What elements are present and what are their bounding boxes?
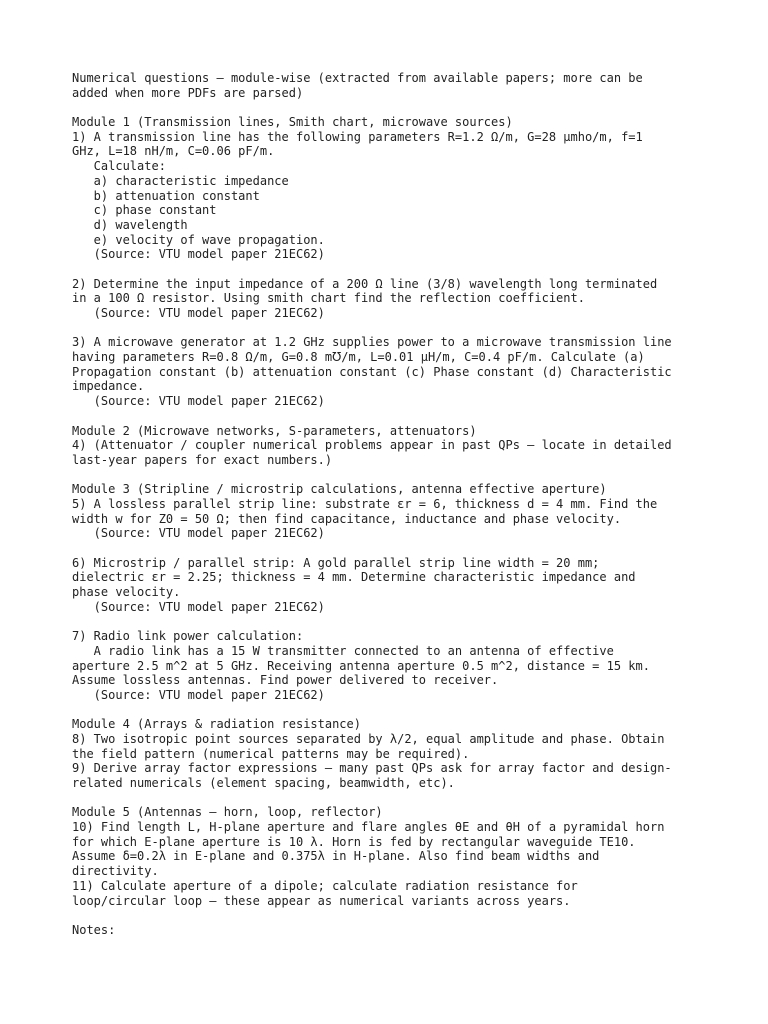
- text-line: in a 100 Ω resistor. Using smith chart find the reflection coefficient.: [72, 291, 585, 306]
- document-body: [72, 71, 712, 938]
- text-line: the field pattern (numerical patterns may be required).: [72, 746, 470, 761]
- text-line: 5) A lossless parallel strip line: substrate εr = 6, thickness d = 4 mm. Find the: [72, 496, 658, 511]
- blank-line: [72, 703, 712, 718]
- text-line: (Source: VTU model paper 21EC62): [72, 687, 325, 702]
- text-line: Assume lossless antennas. Find power delivered to receiver.: [72, 673, 499, 688]
- text-line: GHz, L=18 nH/m, C=0.06 pF/m.: [72, 144, 275, 159]
- blank-line: [72, 100, 712, 115]
- text-line: dielectric εr = 2.25; thickness = 4 mm. Determine characteristic impedance and: [72, 570, 636, 585]
- text-line: 6) Microstrip / parallel strip: A gold parallel strip line width = 20 mm;: [72, 555, 600, 570]
- text-line: 9) Derive array factor expressions — many past QPs ask for array factor and design-: [72, 761, 672, 776]
- text-line: 10) Find length L, H-plane aperture and flare angles θE and θH of a pyramidal horn: [72, 820, 665, 835]
- text-line: (Source: VTU model paper 21EC62): [72, 526, 325, 541]
- text-line: d) wavelength: [72, 217, 188, 232]
- blank-line: [72, 468, 712, 483]
- text-line: 4) (Attenuator / coupler numerical problems appear in past QPs — locate in detailed: [72, 438, 672, 453]
- text-line: Calculate:: [72, 159, 166, 174]
- text-line: 8) Two isotropic point sources separated by λ/2, equal amplitude and phase. Obtain: [72, 731, 665, 746]
- text-line: e) velocity of wave propagation.: [72, 232, 325, 247]
- text-line: Propagation constant (b) attenuation constant (c) Phase constant (d) Characteristic: [72, 364, 672, 379]
- text-line: 2) Determine the input impedance of a 200 Ω line (3/8) wavelength long terminated: [72, 276, 658, 291]
- text-line: added when more PDFs are parsed): [72, 85, 304, 100]
- text-line: A radio link has a 15 W transmitter connected to an antenna of effective: [72, 643, 614, 658]
- text-line: related numericals (element spacing, beamwidth, etc).: [72, 776, 455, 790]
- blank-line: [72, 908, 712, 923]
- text-line: Module 5 (Antennas — horn, loop, reflector): [72, 805, 383, 820]
- blank-line: [72, 409, 712, 424]
- text-line: (Source: VTU model paper 21EC62): [72, 247, 325, 262]
- text-line: (Source: VTU model paper 21EC62): [72, 306, 325, 320]
- text-line: last-year papers for exact numbers.): [72, 452, 333, 467]
- blank-line: [72, 614, 712, 629]
- text-line: 3) A microwave generator at 1.2 GHz supplies power to a microwave transmission line: [72, 335, 672, 350]
- text-line: Module 4 (Arrays & radiation resistance): [72, 717, 361, 732]
- blank-line: [72, 791, 712, 806]
- text-line: having parameters R=0.8 Ω/m, G=0.8 m℧/m, L=0.01 μH/m, C=0.4 pF/m. Calculate (a): [72, 350, 645, 365]
- blank-line: [72, 262, 712, 277]
- text-line: a) characteristic impedance: [72, 173, 289, 188]
- text-line: 1) A transmission line has the following parameters R=1.2 Ω/m, G=28 μmho/m, f=1: [72, 129, 643, 144]
- text-line: Module 1 (Transmission lines, Smith chart, microwave sources): [72, 115, 513, 130]
- text-line: width w for Z0 = 50 Ω; then find capacitance, inductance and phase velocity.: [72, 511, 622, 526]
- text-line: Notes:: [72, 922, 116, 937]
- text-line: aperture 2.5 m^2 at 5 GHz. Receiving antenna aperture 0.5 m^2, distance = 15 km.: [72, 658, 650, 673]
- text-line: Assume δ=0.2λ in E-plane and 0.375λ in H-plane. Also find beam widths and: [72, 849, 600, 864]
- text-line: phase velocity.: [72, 585, 181, 600]
- text-line: for which E-plane aperture is 10 λ. Horn is fed by rectangular waveguide TE10.: [72, 834, 636, 849]
- blank-line: [72, 541, 712, 556]
- text-line: Module 3 (Stripline / microstrip calculations, antenna effective aperture): [72, 482, 607, 497]
- text-line: c) phase constant: [72, 203, 217, 218]
- text-line: Numerical questions — module-wise (extracted from available papers; more can be: [72, 71, 643, 85]
- text-line: 11) Calculate aperture of a dipole; calculate radiation resistance for: [72, 878, 578, 893]
- text-line: loop/circular loop — these appear as numerical variants across years.: [72, 893, 571, 908]
- text-line: (Source: VTU model paper 21EC62): [72, 599, 325, 614]
- text-line: 7) Radio link power calculation:: [72, 629, 304, 644]
- text-line: impedance.: [72, 379, 145, 394]
- blank-line: [72, 321, 712, 336]
- text-line: Module 2 (Microwave networks, S-parameters, attenuators): [72, 423, 477, 438]
- text-line: (Source: VTU model paper 21EC62): [72, 394, 325, 409]
- text-line: b) attenuation constant: [72, 188, 260, 203]
- text-line: directivity.: [72, 864, 159, 879]
